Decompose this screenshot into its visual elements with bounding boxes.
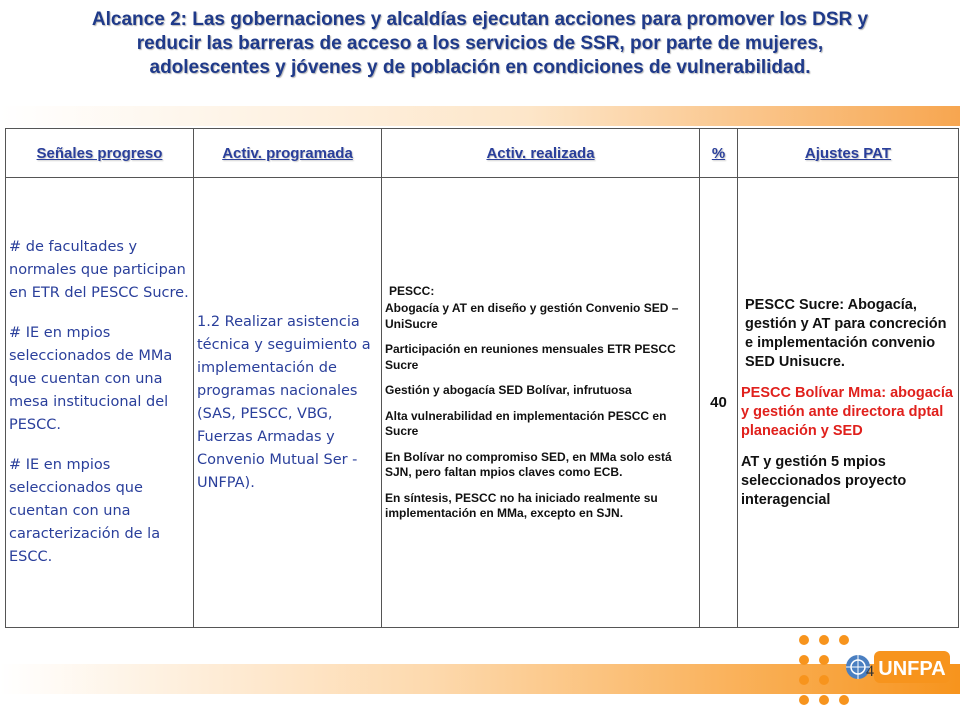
senal-item: # IE en mpios seleccionados que cuentan con una caracterización de la ESCC. [9, 457, 161, 565]
cell-programada: 1.2 Realizar asistencia técnica y seguimiento a implementación de programas nacionales (SAS, PESCC, VBG, Fuerzas Armadas y Convenio Mutual Ser - UNFPA). [194, 178, 382, 628]
header-senales-progreso: Señales progreso [6, 129, 194, 178]
top-orange-band [0, 106, 960, 126]
realizada-item: En Bolívar no compromiso SED, en MMa solo está SJN, pero faltan mpios claves como ECB. [385, 449, 672, 479]
header-activ-realizada: Activ. realizada [382, 129, 700, 178]
header-activ-programada: Activ. programada [194, 129, 382, 178]
cell-senales [6, 178, 194, 628]
unfpa-dots-icon [799, 635, 849, 705]
realizada-item: PESCC: [389, 283, 435, 298]
ajustes-block-interagencial: AT y gestión 5 mpios seleccionados proyecto interagencial [741, 453, 907, 508]
realizada-item: Alta vulnerabilidad en implementación PESCC en Sucre [385, 408, 667, 438]
table-header-row [6, 129, 959, 178]
slide-title [20, 8, 940, 80]
title-line-2: reducir las barreras de acceso a los servicios de SSR, por parte de mujeres, [136, 33, 824, 54]
title-line-3: adolescentes y jóvenes y de población en condiciones de vulnerabilidad. [149, 57, 811, 78]
realizada-item: En síntesis, PESCC no ha iniciado realmente su implementación en MMa, excepto en SJN. [385, 490, 658, 520]
progress-table [5, 128, 959, 628]
senal-item: # de facultades y normales que participan en ETR del PESCC Sucre. [9, 239, 189, 301]
page-number: 4 [866, 663, 874, 680]
senal-item: # IE en mpios seleccionados de MMa que cuentan con una mesa institucional del PESCC. [9, 325, 173, 433]
logo-text: UNFPA [878, 658, 946, 680]
realizada-item: Gestión y abogacía SED Bolívar, infrutuosa [385, 383, 632, 397]
header-ajustes-pat: Ajustes PAT [738, 129, 959, 178]
ajustes-block-sucre: PESCC Sucre: Abogacía, gestión y AT para concreción e implementación convenio SED Unisucre. [745, 296, 947, 370]
header-percent: % [700, 129, 738, 178]
cell-percent: 40 [700, 178, 738, 628]
cell-ajustes [738, 178, 959, 628]
title-line-1: Alcance 2: Las gobernaciones y alcaldías ejecutan acciones para promover los DSR y [91, 9, 869, 30]
ajustes-block-bolivar: PESCC Bolívar Mma: abogacía y gestión ante directora dptal planeación y SED [741, 384, 953, 439]
table-row [6, 178, 959, 628]
cell-realizada [382, 178, 700, 628]
realizada-item: Abogacía y AT en diseño y gestión Convenio SED – UniSucre [385, 301, 679, 331]
realizada-item: Participación en reuniones mensuales ETR PESCC Sucre [385, 342, 676, 372]
